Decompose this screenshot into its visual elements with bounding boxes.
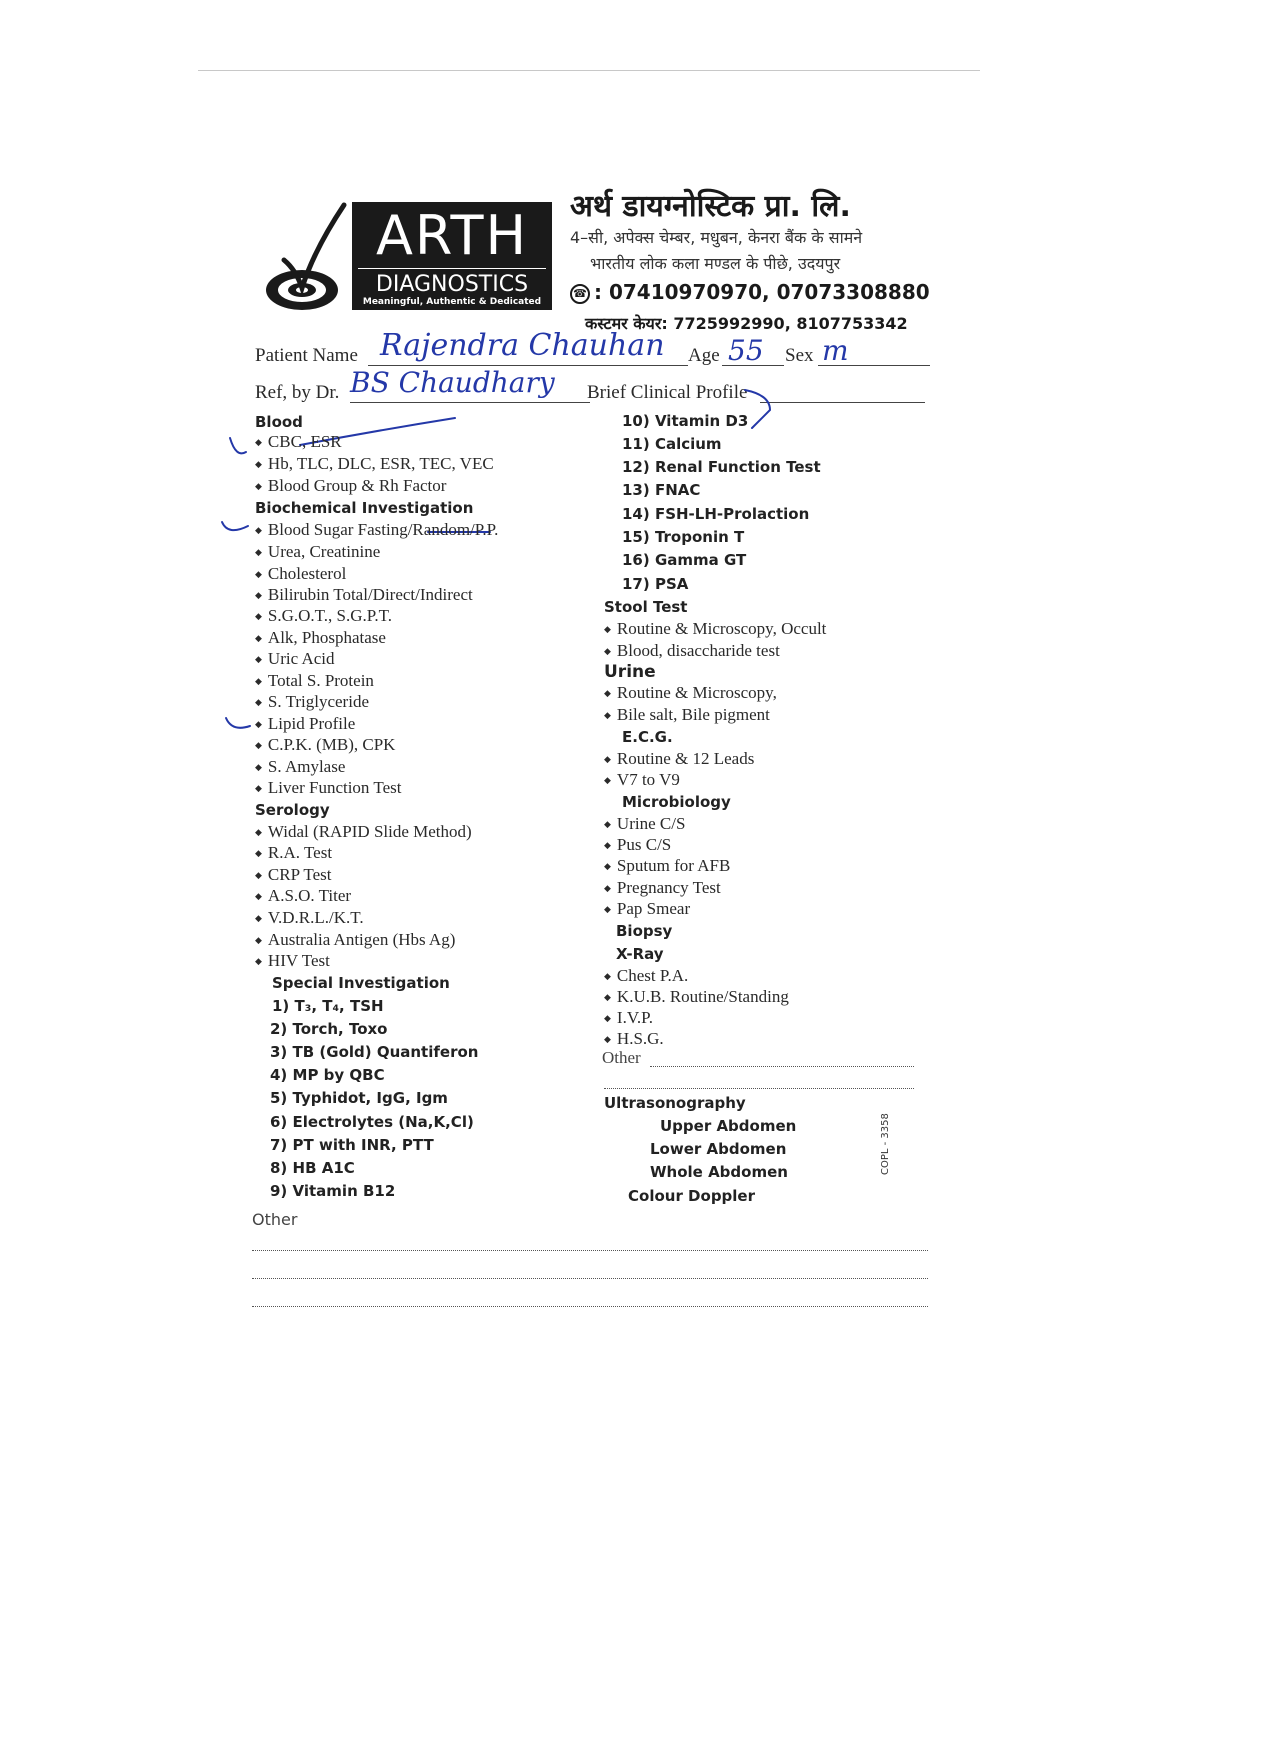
sex-value[interactable]: m bbox=[822, 334, 849, 367]
ecg-heading: E.C.G. bbox=[622, 728, 673, 746]
list-item[interactable]: ◆ C.P.K. (MB), CPK bbox=[255, 735, 395, 757]
list-item[interactable]: ◆ Widal (RAPID Slide Method) bbox=[255, 822, 472, 844]
list-item[interactable]: ◆ S. Triglyceride bbox=[255, 692, 369, 714]
list-item[interactable]: ◆ Pap Smear bbox=[604, 899, 690, 921]
ref-dr-value[interactable]: BS Chaudhary bbox=[350, 366, 555, 399]
other-line-1[interactable] bbox=[252, 1250, 928, 1251]
list-item[interactable]: 14) FSH-LH-Prolaction bbox=[622, 505, 810, 523]
list-item[interactable]: 4) MP by QBC bbox=[270, 1066, 385, 1084]
phone-numbers: : 07410970970, 07073308880 bbox=[594, 280, 930, 304]
list-item[interactable]: 7) PT with INR, PTT bbox=[270, 1136, 434, 1154]
list-item[interactable]: ◆ CRP Test bbox=[255, 865, 331, 887]
list-item[interactable]: ◆ Lipid Profile bbox=[255, 714, 355, 736]
list-item[interactable]: ◆ Blood Group & Rh Factor bbox=[255, 476, 446, 498]
list-item[interactable]: ◆ Total S. Protein bbox=[255, 671, 374, 693]
other-right-line-2[interactable] bbox=[604, 1088, 914, 1089]
urine-heading: Urine bbox=[604, 662, 656, 682]
list-item[interactable]: ◆ Blood Sugar Fasting/Random/P.P. bbox=[255, 520, 498, 542]
clinical-profile-label: Brief Clinical Profile bbox=[587, 382, 748, 403]
list-item[interactable]: ◆ I.V.P. bbox=[604, 1008, 653, 1030]
sex-label: Sex bbox=[785, 345, 814, 366]
list-item[interactable]: 11) Calcium bbox=[622, 435, 722, 453]
stool-test-heading: Stool Test bbox=[604, 598, 688, 616]
list-item[interactable]: ◆ K.U.B. Routine/Standing bbox=[604, 987, 789, 1009]
list-item[interactable]: ◆ Routine & Microscopy, bbox=[604, 683, 777, 705]
xray-heading: X-Ray bbox=[616, 945, 664, 963]
list-item[interactable]: ◆ Bile salt, Bile pigment bbox=[604, 705, 770, 727]
other-label-right: Other bbox=[602, 1048, 641, 1067]
hindi-company-name: अर्थ डायग्नोस्टिक प्रा. लि. bbox=[570, 189, 851, 224]
list-item[interactable]: ◆ Alk, Phosphatase bbox=[255, 628, 386, 650]
microbiology-heading: Microbiology bbox=[622, 793, 731, 811]
ref-dr-label: Ref, by Dr. bbox=[255, 382, 340, 403]
list-item[interactable]: ◆ Pregnancy Test bbox=[604, 878, 721, 900]
list-item[interactable]: 16) Gamma GT bbox=[622, 551, 747, 569]
list-item[interactable]: 10) Vitamin D3 bbox=[622, 412, 749, 430]
list-item[interactable]: ◆ Liver Function Test bbox=[255, 778, 401, 800]
address-line-1: 4–सी, अपेक्स चेम्बर, मधुबन, केनरा बैंक के सामने bbox=[570, 228, 863, 247]
form-code: COPL - 3358 bbox=[880, 1113, 891, 1175]
list-item[interactable]: ◆ Routine & Microscopy, Occult bbox=[604, 619, 826, 641]
list-item[interactable]: ◆ H.S.G. bbox=[604, 1029, 664, 1051]
blood-heading: Blood bbox=[255, 413, 303, 431]
other-right-line-1[interactable] bbox=[650, 1066, 914, 1067]
list-item[interactable]: 6) Electrolytes (Na,K,Cl) bbox=[270, 1113, 474, 1131]
brand-tagline: Meaningful, Authentic & Dedicated bbox=[362, 297, 542, 307]
list-item[interactable]: ◆ Urea, Creatinine bbox=[255, 542, 380, 564]
list-item[interactable]: ◆ S. Amylase bbox=[255, 757, 345, 779]
address-line-2: भारतीय लोक कला मण्डल के पीछे, उदयपुर bbox=[590, 254, 841, 273]
list-item[interactable]: ◆ Australia Antigen (Hbs Ag) bbox=[255, 930, 455, 952]
list-item[interactable]: 9) Vitamin B12 bbox=[270, 1182, 396, 1200]
serology-heading: Serology bbox=[255, 801, 330, 819]
biopsy-heading: Biopsy bbox=[616, 922, 673, 940]
list-item[interactable]: 15) Troponin T bbox=[622, 528, 745, 546]
list-item[interactable]: ◆ V7 to V9 bbox=[604, 770, 680, 792]
list-item[interactable]: ◆ Routine & 12 Leads bbox=[604, 749, 754, 771]
list-item[interactable]: ◆ Sputum for AFB bbox=[604, 856, 730, 878]
list-item[interactable]: ◆ Urine C/S bbox=[604, 814, 685, 836]
age-label: Age bbox=[688, 345, 720, 366]
list-item[interactable]: 5) Typhidot, IgG, Igm bbox=[270, 1089, 448, 1107]
list-item[interactable]: ◆ Bilirubin Total/Direct/Indirect bbox=[255, 585, 473, 607]
brand-sub: DIAGNOSTICS bbox=[375, 272, 529, 297]
list-item[interactable]: 2) Torch, Toxo bbox=[270, 1020, 388, 1038]
other-line-2[interactable] bbox=[252, 1278, 928, 1279]
list-item[interactable]: 1) T₃, T₄, TSH bbox=[272, 997, 384, 1015]
list-item[interactable]: ◆ Chest P.A. bbox=[604, 966, 688, 988]
list-item[interactable]: ◆ A.S.O. Titer bbox=[255, 886, 351, 908]
special-investigation-heading: Special Investigation bbox=[272, 974, 450, 992]
list-item[interactable]: Colour Doppler bbox=[628, 1187, 756, 1205]
list-item[interactable]: 13) FNAC bbox=[622, 481, 701, 499]
list-item[interactable]: ◆ Cholesterol bbox=[255, 564, 346, 586]
list-item[interactable]: ◆ Pus C/S bbox=[604, 835, 671, 857]
patient-name-value[interactable]: Rajendra Chauhan bbox=[380, 328, 665, 363]
list-item[interactable]: ◆ Blood, disaccharide test bbox=[604, 641, 780, 663]
biochemical-heading: Biochemical Investigation bbox=[255, 499, 474, 517]
list-item[interactable]: ◆ S.G.O.T., S.G.P.T. bbox=[255, 606, 392, 628]
patient-name-label: Patient Name bbox=[255, 345, 358, 366]
list-item[interactable]: 17) PSA bbox=[622, 575, 689, 593]
brand-main: ARTH bbox=[375, 204, 529, 267]
list-item[interactable]: ◆ HIV Test bbox=[255, 951, 330, 973]
list-item[interactable]: Whole Abdomen bbox=[650, 1163, 788, 1181]
list-item[interactable]: 8) HB A1C bbox=[270, 1159, 355, 1177]
ultrasonography-heading: Ultrasonography bbox=[604, 1094, 746, 1112]
age-value[interactable]: 55 bbox=[728, 334, 764, 367]
list-item[interactable]: ◆ CBC, ESR bbox=[255, 432, 342, 454]
list-item[interactable]: Lower Abdomen bbox=[650, 1140, 787, 1158]
other-line-3[interactable] bbox=[252, 1306, 928, 1307]
list-item[interactable]: ◆ Uric Acid bbox=[255, 649, 335, 671]
list-item[interactable]: ◆ R.A. Test bbox=[255, 843, 332, 865]
list-item[interactable]: 12) Renal Function Test bbox=[622, 458, 821, 476]
customer-care-numbers: 7725992990, 8107753342 bbox=[673, 314, 908, 333]
list-item[interactable]: ◆ Hb, TLC, DLC, ESR, TEC, VEC bbox=[255, 454, 494, 476]
list-item[interactable]: Upper Abdomen bbox=[660, 1117, 797, 1135]
other-label-left: Other bbox=[252, 1210, 298, 1229]
customer-care-label: कस्टमर केयर: bbox=[585, 314, 668, 333]
list-item[interactable]: ◆ V.D.R.L./K.T. bbox=[255, 908, 364, 930]
phone-icon: ☎ bbox=[570, 284, 590, 304]
list-item[interactable]: 3) TB (Gold) Quantiferon bbox=[270, 1043, 479, 1061]
